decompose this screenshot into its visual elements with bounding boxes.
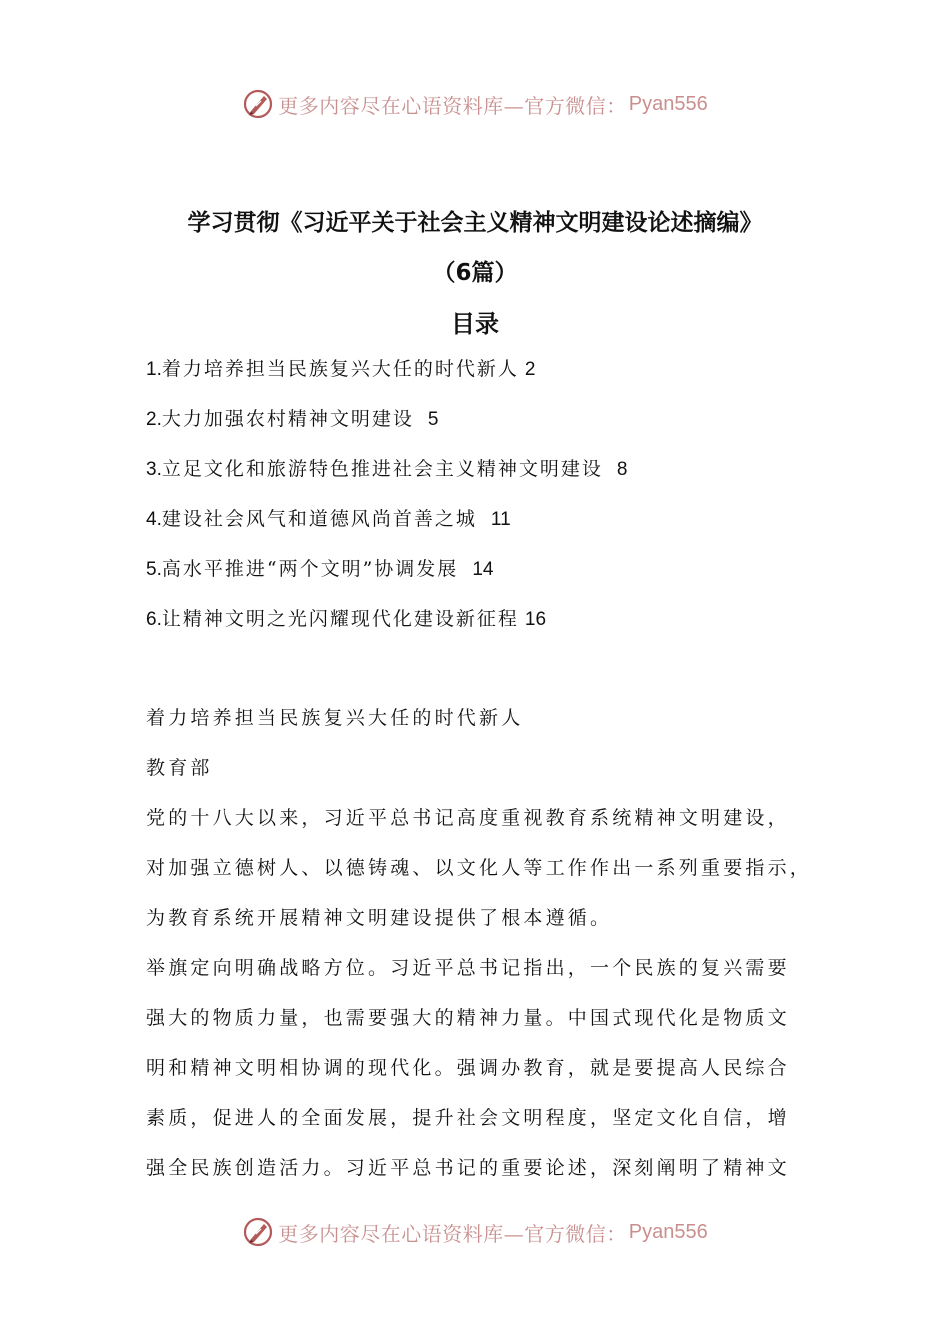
body-text-line: 素质，促进人的全面发展，提升社会文明程度，坚定文化自信，增 — [146, 1107, 790, 1129]
toc-item-number: 2. — [146, 409, 162, 430]
article-heading: 着力培养担当民族复兴大任的时代新人 — [146, 707, 524, 729]
toc-item-page: 14 — [472, 559, 494, 580]
body-text-line: 举旗定向明确战略方位。习近平总书记指出，一个民族的复兴需要 — [146, 957, 790, 979]
toc-item-title: 高水平推进“两个文明”协调发展 — [161, 558, 467, 580]
article-body — [146, 700, 826, 1200]
watermark-wechat-id: Pyan556 — [628, 1220, 708, 1243]
toc-item-page: 11 — [490, 509, 511, 530]
table-of-contents — [146, 352, 846, 652]
body-text-line: 党的十八大以来，习近平总书记高度重视教育系统精神文明建设， — [146, 807, 790, 829]
toc-item[interactable] — [146, 452, 846, 502]
toc-item-page: 16 — [524, 609, 547, 630]
toc-item-number: 6. — [146, 609, 162, 630]
document-title: 学习贯彻《习近平关于社会主义精神文明建设论述摘编》 — [187, 210, 763, 236]
document-subtitle: （6篇） — [432, 260, 518, 286]
toc-item-page: 8 — [616, 459, 628, 480]
toc-item-page: 2 — [524, 359, 536, 380]
toc-item-title: 立足文化和旅游特色推进社会主义精神文明建设 — [161, 458, 611, 480]
toc-item[interactable] — [146, 552, 846, 602]
toc-item[interactable] — [146, 402, 846, 452]
toc-item[interactable] — [146, 502, 846, 552]
toc-item-title: 让精神文明之光闪耀现代化建设新征程 — [161, 608, 519, 630]
body-text-line: 强全民族创造活力。习近平总书记的重要论述，深刻阐明了精神文 — [146, 1157, 790, 1179]
pen-quill-icon — [242, 1216, 274, 1248]
body-text-line: 为教育系统开展精神文明建设提供了根本遵循。 — [146, 907, 613, 929]
toc-item[interactable] — [146, 352, 846, 402]
toc-item-page: 5 — [427, 409, 439, 430]
toc-item-title: 大力加强农村精神文明建设 — [161, 408, 422, 430]
body-text-line: 强大的物质力量，也需要强大的精神力量。中国式现代化是物质文 — [146, 1007, 790, 1029]
toc-heading: 目录 — [451, 310, 499, 338]
toc-item-number: 5. — [146, 559, 162, 580]
pen-quill-icon — [242, 88, 274, 120]
body-text-line: 明和精神文明相协调的现代化。强调办教育，就是要提高人民综合 — [146, 1057, 790, 1079]
article-author: 教育部 — [146, 757, 213, 779]
watermark-footer — [0, 1212, 950, 1252]
toc-item[interactable] — [146, 602, 846, 652]
toc-item-number: 3. — [146, 459, 162, 480]
toc-item-title: 建设社会风气和道德风尚首善之城 — [161, 508, 485, 530]
toc-item-title: 着力培养担当民族复兴大任的时代新人 — [161, 358, 519, 380]
watermark-header — [0, 84, 950, 124]
watermark-text: 更多内容尽在心语资料库—官方微信： — [278, 1221, 627, 1246]
toc-item-number: 1. — [146, 359, 162, 380]
body-text-line: 对加强立德树人、以德铸魂、以文化人等工作作出一系列重要指示， — [146, 857, 813, 879]
toc-item-number: 4. — [146, 509, 162, 530]
watermark-text: 更多内容尽在心语资料库—官方微信： — [278, 93, 627, 118]
watermark-wechat-id: Pyan556 — [628, 92, 708, 115]
